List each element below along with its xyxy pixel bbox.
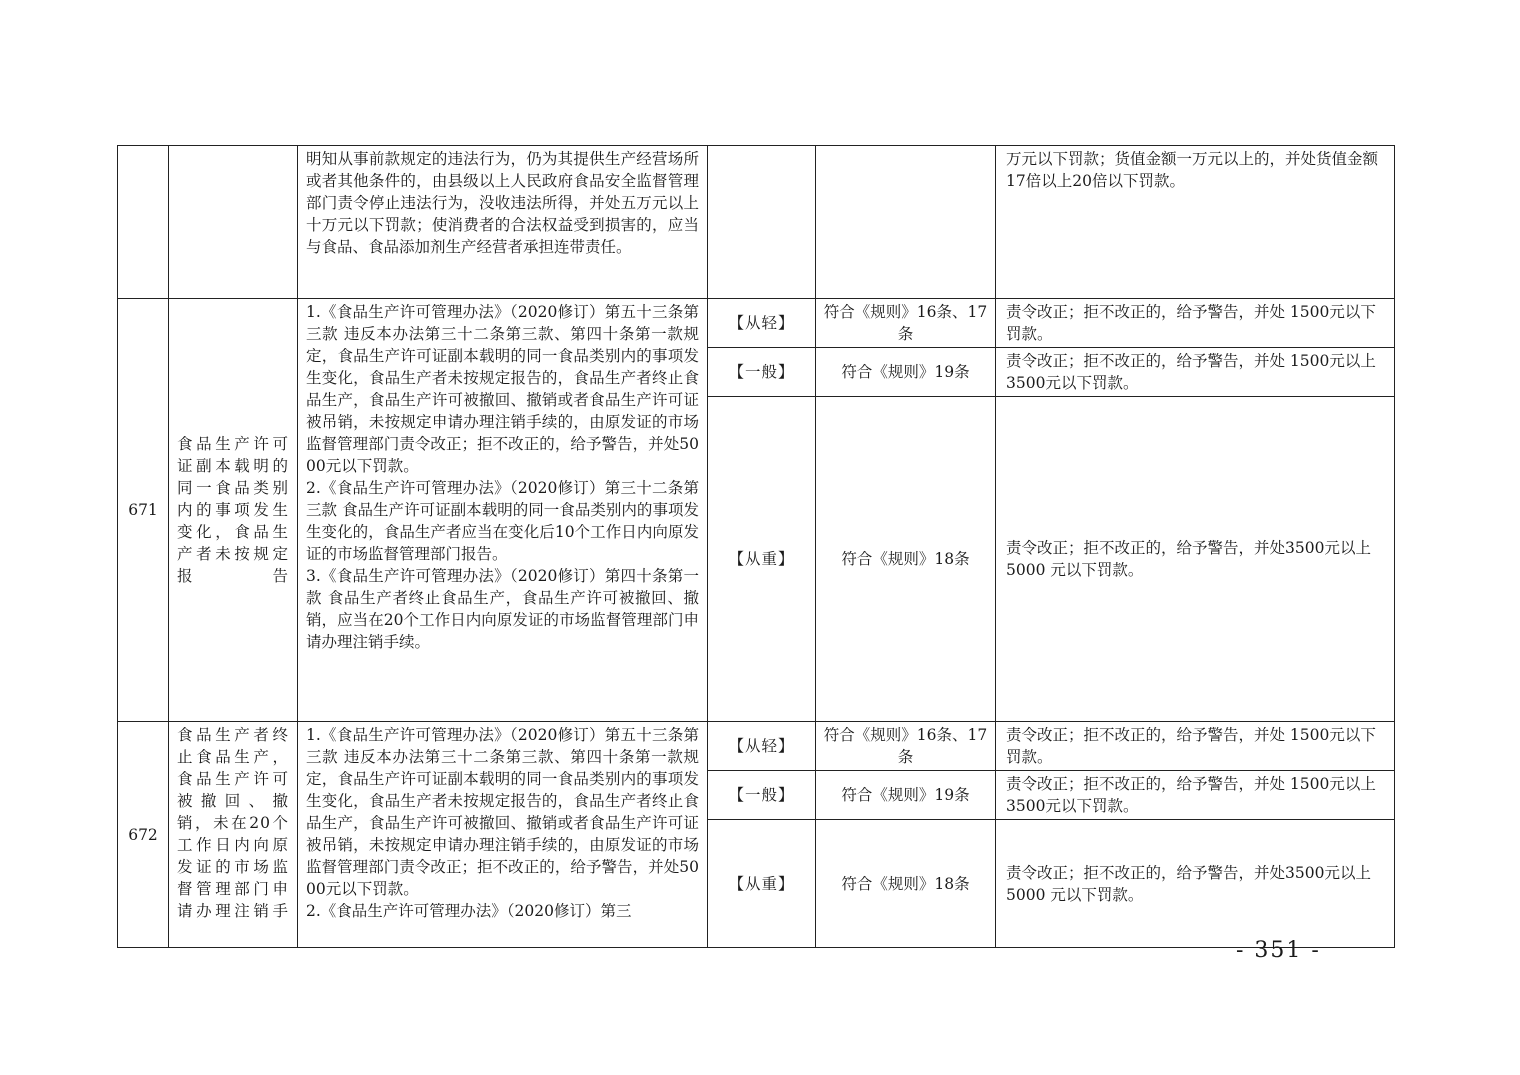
violation-item: 食品生产许可证副本载明的同一食品类别内的事项发生变化，食品生产者未按规定报告 <box>169 299 298 722</box>
applicable-condition: 符合《规则》19条 <box>816 771 996 820</box>
level-cell <box>708 146 816 299</box>
number-cell <box>118 146 169 299</box>
violation-item: 食品生产者终止食品生产，食品生产许可被撤回、撤销，未在20个工作日内向原发证的市场监督管理部门申请办理注销手 <box>169 722 298 948</box>
level-label: 【一般】 <box>708 771 816 820</box>
level-label: 【一般】 <box>708 348 816 397</box>
penalty-standard: 责令改正；拒不改正的，给予警告，并处3500元以上 5000 元以下罚款。 <box>996 820 1395 948</box>
legal-basis: 1.《食品生产许可管理办法》（2020修订）第五十三条第三款 违反本办法第三十二条第三款、第四十条第一款规定，食品生产许可证副本载明的同一食品类别内的事项发生变化，食品生产者未按规定报告的，食品生产者终止食品生产，食品生产许可被撤回、撤销或者食品生产许可证被吊销，未按规定申请办理注销手续的，由原发证的市场监督管理部门责令改正；拒不改正的，给予警告，并处5000元以下罚款。 2.《食品生产许可管理办法》（2020修订）第三 <box>298 722 708 948</box>
row-number: 671 <box>118 299 169 722</box>
table-row-671 <box>118 299 1395 348</box>
page-number: - 351 - <box>1236 938 1321 963</box>
penalty-standard: 责令改正；拒不改正的，给予警告，并处 1500元以上 3500元以下罚款。 <box>996 348 1395 397</box>
penalty-standards-table <box>117 145 1395 948</box>
penalty-standard: 责令改正；拒不改正的，给予警告，并处 1500元以上 3500元以下罚款。 <box>996 771 1395 820</box>
level-label: 【从轻】 <box>708 299 816 348</box>
applicable-condition: 符合《规则》18条 <box>816 397 996 722</box>
applicable-condition: 符合《规则》16条、17条 <box>816 722 996 771</box>
legal-basis: 1.《食品生产许可管理办法》（2020修订）第五十三条第三款 违反本办法第三十二条第三款、第四十条第一款规定，食品生产许可证副本载明的同一食品类别内的事项发生变化，食品生产者未按规定报告的，食品生产者终止食品生产，食品生产许可被撤回、撤销或者食品生产许可证被吊销，未按规定申请办理注销手续的，由原发证的市场监督管理部门责令改正；拒不改正的，给予警告，并处5000元以下罚款。 2.《食品生产许可管理办法》（2020修订）第三十二条第三款 食品生产许可证副本载明的同一食品类别内的事项发生变化的，食品生产者应当在变化后10个工作日内向原发证的市场监督管理部门报告。 3.《食品生产许可管理办法》（2020修订）第四十条第一款 食品生产者终止食品生产，食品生产许可被撤回、撤销，应当在20个工作日内向原发证的市场监督管理部门申请办理注销手续。 <box>298 299 708 722</box>
level-label: 【从重】 <box>708 820 816 948</box>
penalty-cell: 万元以下罚款；货值金额一万元以上的，并处货值金额17倍以上20倍以下罚款。 <box>996 146 1395 299</box>
item-cell <box>169 146 298 299</box>
level-label: 【从轻】 <box>708 722 816 771</box>
applicable-condition: 符合《规则》16条、17条 <box>816 299 996 348</box>
basis-cell: 明知从事前款规定的违法行为，仍为其提供生产经营场所或者其他条件的，由县级以上人民政府食品安全监督管理部门责令停止违法行为，没收违法所得，并处五万元以上十万元以下罚款；使消费者的合法权益受到损害的，应当与食品、食品添加剂生产经营者承担连带责任。 <box>298 146 708 299</box>
penalty-standard: 责令改正；拒不改正的，给予警告，并处3500元以上 5000 元以下罚款。 <box>996 397 1395 722</box>
table-row-672 <box>118 722 1395 771</box>
penalty-standard: 责令改正；拒不改正的，给予警告，并处 1500元以下罚款。 <box>996 299 1395 348</box>
condition-cell <box>816 146 996 299</box>
applicable-condition: 符合《规则》19条 <box>816 348 996 397</box>
penalty-standard: 责令改正；拒不改正的，给予警告，并处 1500元以下罚款。 <box>996 722 1395 771</box>
row-number: 672 <box>118 722 169 948</box>
table-row-continued <box>118 146 1395 299</box>
applicable-condition: 符合《规则》18条 <box>816 820 996 948</box>
level-label: 【从重】 <box>708 397 816 722</box>
